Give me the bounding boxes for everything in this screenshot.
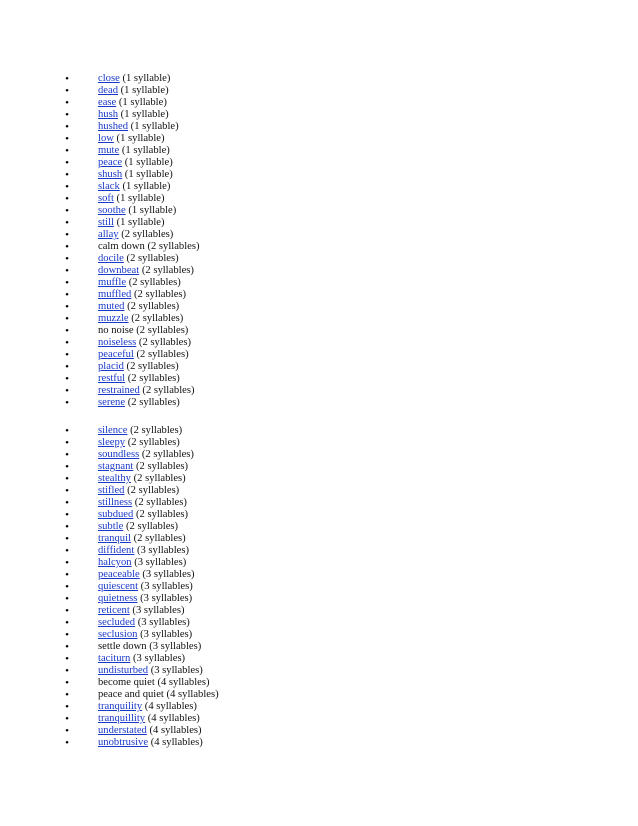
bullet-icon: • <box>65 121 69 133</box>
bullet-icon: • <box>65 229 69 241</box>
bullet-icon: • <box>65 253 69 265</box>
bullet-icon: • <box>65 217 69 229</box>
word-link[interactable]: still <box>98 217 114 228</box>
word-link[interactable]: shush <box>98 169 123 180</box>
entry <box>98 337 191 349</box>
syllable-count: (1 syllable) <box>116 217 165 228</box>
bullet-icon: • <box>65 449 69 461</box>
syllable-count: (1 syllable) <box>130 121 179 132</box>
bullet-icon: • <box>65 85 69 97</box>
syllable-count: (2 syllables) <box>127 301 180 312</box>
word-link[interactable]: docile <box>98 253 124 264</box>
syllable-count: (2 syllables) <box>136 349 189 360</box>
bullet-icon: • <box>65 665 69 677</box>
bullet-icon: • <box>65 109 69 121</box>
word-link[interactable]: muffled <box>98 289 132 300</box>
bullet-icon: • <box>65 713 69 725</box>
bullet-icon: • <box>65 205 69 217</box>
word-link[interactable]: ease <box>98 97 117 108</box>
syllable-count: (2 syllables) <box>138 337 191 348</box>
syllable-count: (1 syllable) <box>122 181 171 192</box>
entry <box>98 665 203 677</box>
word-link[interactable]: slack <box>98 181 120 192</box>
word-link[interactable]: stealthy <box>98 473 131 484</box>
syllable-count: (2 syllables) <box>127 437 180 448</box>
syllable-count: (3 syllables) <box>136 545 190 556</box>
bullet-icon: • <box>65 385 69 397</box>
word-link[interactable]: subtle <box>98 521 124 532</box>
entry <box>98 689 219 701</box>
syllable-count: (3 syllables) <box>140 629 193 640</box>
syllable-count: (3 syllables) <box>150 665 203 676</box>
bullet-icon: • <box>65 397 69 409</box>
bullet-icon: • <box>65 169 69 181</box>
entry <box>98 265 194 277</box>
bullet-icon: • <box>65 689 69 701</box>
word-link[interactable]: allay <box>98 229 119 240</box>
bullet-icon: • <box>65 313 69 325</box>
syllable-count: (3 syllables) <box>134 557 187 568</box>
syllable-count: (2 syllables) <box>127 485 180 496</box>
word-link[interactable]: serene <box>98 397 126 408</box>
entry <box>98 277 181 289</box>
syllable-count: (3 syllables) <box>132 605 185 616</box>
bullet-icon: • <box>65 557 69 569</box>
word-link[interactable]: stifled <box>98 485 125 496</box>
syllable-count: (1 syllable) <box>124 169 173 180</box>
word-link[interactable]: soothe <box>98 205 126 216</box>
bullet-icon: • <box>65 485 69 497</box>
entry <box>98 229 173 241</box>
bullet-icon: • <box>65 617 69 629</box>
word-link[interactable]: stillness <box>98 497 133 508</box>
syllable-count: (2 syllables) <box>126 361 179 372</box>
bullet-icon: • <box>65 533 69 545</box>
entry <box>98 593 192 605</box>
word-text: become quiet <box>98 677 155 688</box>
syllable-count: (3 syllables) <box>140 581 193 592</box>
bullet-icon: • <box>65 145 69 157</box>
syllable-count: (2 syllables) <box>131 313 184 324</box>
entry <box>98 181 170 193</box>
bullet-icon: • <box>65 629 69 641</box>
bullet-icon: • <box>65 641 69 653</box>
word-link[interactable]: seclusion <box>98 629 138 640</box>
syllable-count: (2 syllables) <box>121 229 174 240</box>
entry <box>98 461 188 473</box>
word-link[interactable]: peaceable <box>98 569 140 580</box>
word-link[interactable]: tranquillity <box>98 713 146 724</box>
syllable-count: (2 syllables) <box>133 473 186 484</box>
word-text: calm down <box>98 241 145 252</box>
bullet-icon: • <box>65 653 69 665</box>
syllable-count: (2 syllables) <box>136 325 189 336</box>
syllable-count: (2 syllables) <box>126 253 179 264</box>
syllable-count: (1 syllable) <box>118 97 167 108</box>
syllable-count: (1 syllable) <box>128 205 177 216</box>
entry <box>98 157 173 169</box>
entry <box>98 109 169 121</box>
entry <box>98 97 167 109</box>
syllable-count: (2 syllables) <box>135 509 189 520</box>
bullet-icon: • <box>65 677 69 689</box>
word-link[interactable]: muzzle <box>98 313 129 324</box>
syllable-count: (3 syllables) <box>142 569 195 580</box>
word-link[interactable]: stagnant <box>98 461 134 472</box>
entry <box>98 437 180 449</box>
entry <box>98 653 185 665</box>
word-link[interactable]: silence <box>98 425 128 436</box>
entry <box>98 617 190 629</box>
bullet-icon: • <box>65 593 69 605</box>
word-link[interactable]: quietness <box>98 593 138 604</box>
syllable-count: (2 syllables) <box>128 277 181 288</box>
word-link[interactable]: hushed <box>98 121 129 132</box>
bullet-icon: • <box>65 373 69 385</box>
entry <box>98 253 179 265</box>
bullet-icon: • <box>65 521 69 533</box>
syllable-count: (3 syllables) <box>149 641 202 652</box>
bullet-icon: • <box>65 349 69 361</box>
syllable-count: (2 syllables) <box>141 265 194 276</box>
entry <box>98 361 179 373</box>
bullet-icon: • <box>65 277 69 289</box>
bullet-icon: • <box>65 325 69 337</box>
entry <box>98 629 192 641</box>
entry <box>98 425 182 437</box>
syllable-count: (2 syllables) <box>130 425 183 436</box>
word-link[interactable]: tranquil <box>98 533 131 544</box>
syllable-count: (4 syllables) <box>147 713 200 724</box>
syllable-count: (4 syllables) <box>157 677 210 688</box>
syllable-count: (4 syllables) <box>149 725 202 736</box>
word-link[interactable]: peace <box>98 157 123 168</box>
bullet-icon: • <box>65 157 69 169</box>
entry <box>98 737 203 749</box>
entry <box>98 569 194 581</box>
entry <box>98 545 189 557</box>
bullet-icon: • <box>65 181 69 193</box>
word-link[interactable]: unobtrusive <box>98 737 149 748</box>
syllable-count: (1 syllable) <box>120 109 169 120</box>
entry <box>98 677 210 689</box>
syllable-count: (4 syllables) <box>144 701 197 712</box>
entry <box>98 313 183 325</box>
word-link[interactable]: close <box>98 73 120 84</box>
entry <box>98 641 201 653</box>
word-link[interactable]: noiseless <box>98 337 137 348</box>
word-link[interactable]: halcyon <box>98 557 132 568</box>
bullet-icon: • <box>65 569 69 581</box>
bullet-icon: • <box>65 133 69 145</box>
entry <box>98 605 185 617</box>
bullet-icon: • <box>65 437 69 449</box>
bullet-icon: • <box>65 581 69 593</box>
entry <box>98 557 186 569</box>
syllable-count: (1 syllable) <box>124 157 173 168</box>
entry <box>98 193 165 205</box>
bullet-icon: • <box>65 301 69 313</box>
word-link[interactable]: hush <box>98 109 119 120</box>
syllable-count: (2 syllables) <box>134 289 187 300</box>
syllable-count: (3 syllables) <box>133 653 186 664</box>
entry <box>98 485 179 497</box>
syllable-count: (1 syllable) <box>116 193 165 204</box>
entry <box>98 133 165 145</box>
bullet-icon: • <box>65 361 69 373</box>
word-link[interactable]: sleepy <box>98 437 126 448</box>
syllable-count: (2 syllables) <box>142 385 195 396</box>
entry <box>98 85 169 97</box>
entry <box>98 145 170 157</box>
word-link[interactable]: soundless <box>98 449 140 460</box>
word-link[interactable]: secluded <box>98 617 136 628</box>
word-link[interactable]: muted <box>98 301 125 312</box>
word-link[interactable]: tranquility <box>98 701 143 712</box>
entry <box>98 205 176 217</box>
syllable-count: (1 syllable) <box>122 73 171 84</box>
bullet-icon: • <box>65 509 69 521</box>
entry <box>98 373 180 385</box>
entry <box>98 169 173 181</box>
syllable-count: (4 syllables) <box>150 737 203 748</box>
word-link[interactable]: peaceful <box>98 349 134 360</box>
entry <box>98 713 200 725</box>
bullet-icon: • <box>65 737 69 749</box>
entry <box>98 121 179 133</box>
entry <box>98 397 180 409</box>
word-link[interactable]: low <box>98 133 114 144</box>
syllable-count: (1 syllable) <box>116 133 165 144</box>
bullet-icon: • <box>65 289 69 301</box>
entry <box>98 449 194 461</box>
entry <box>98 725 202 737</box>
word-text: peace and quiet <box>98 689 164 700</box>
word-link[interactable]: quiescent <box>98 581 139 592</box>
syllable-count: (4 syllables) <box>166 689 219 700</box>
word-link[interactable]: soft <box>98 193 114 204</box>
bullet-icon: • <box>65 701 69 713</box>
entry <box>98 349 189 361</box>
word-text: no noise <box>98 325 134 336</box>
bullet-icon: • <box>65 545 69 557</box>
bullet-icon: • <box>65 605 69 617</box>
entry <box>98 73 170 85</box>
syllable-count: (2 syllables) <box>135 461 189 472</box>
bullet-icon: • <box>65 265 69 277</box>
entry <box>98 385 195 397</box>
word-link[interactable]: restful <box>98 373 126 384</box>
syllable-count: (3 syllables) <box>140 593 193 604</box>
entry <box>98 497 187 509</box>
word-text: settle down <box>98 641 147 652</box>
entry <box>98 509 188 521</box>
entry <box>98 473 186 485</box>
syllable-count: (2 syllables) <box>147 241 200 252</box>
bullet-icon: • <box>65 497 69 509</box>
syllable-count: (2 syllables) <box>133 533 186 544</box>
entry <box>98 701 197 713</box>
syllable-count: (2 syllables) <box>134 497 187 508</box>
bullet-icon: • <box>65 425 69 437</box>
bullet-icon: • <box>65 193 69 205</box>
word-link[interactable]: understated <box>98 725 147 736</box>
word-link[interactable]: dead <box>98 85 118 96</box>
word-link[interactable]: taciturn <box>98 653 131 664</box>
word-link[interactable]: restrained <box>98 385 140 396</box>
word-link[interactable]: muffle <box>98 277 127 288</box>
word-link[interactable]: downbeat <box>98 265 140 276</box>
bullet-icon: • <box>65 473 69 485</box>
bullet-icon: • <box>65 725 69 737</box>
entry <box>98 581 193 593</box>
syllable-count: (1 syllable) <box>120 85 169 96</box>
syllable-count: (3 syllables) <box>137 617 190 628</box>
word-link[interactable]: undisturbed <box>98 665 149 676</box>
entry <box>98 241 200 253</box>
word-link[interactable]: mute <box>98 145 120 156</box>
bullet-icon: • <box>65 241 69 253</box>
syllable-count: (2 syllables) <box>141 449 194 460</box>
entry <box>98 301 179 313</box>
word-link[interactable]: diffident <box>98 545 135 556</box>
entry <box>98 217 165 229</box>
syllable-count: (2 syllables) <box>125 521 179 532</box>
syllable-count: (1 syllable) <box>121 145 170 156</box>
syllable-count: (2 syllables) <box>127 397 180 408</box>
syllable-count: (2 syllables) <box>127 373 180 384</box>
entry <box>98 521 178 533</box>
word-link[interactable]: subdued <box>98 509 134 520</box>
entry <box>98 289 186 301</box>
entry <box>98 325 188 337</box>
word-link[interactable]: reticent <box>98 605 130 616</box>
bullet-icon: • <box>65 461 69 473</box>
bullet-icon: • <box>65 337 69 349</box>
bullet-icon: • <box>65 97 69 109</box>
entry <box>98 533 186 545</box>
bullet-icon: • <box>65 73 69 85</box>
word-link[interactable]: placid <box>98 361 124 372</box>
